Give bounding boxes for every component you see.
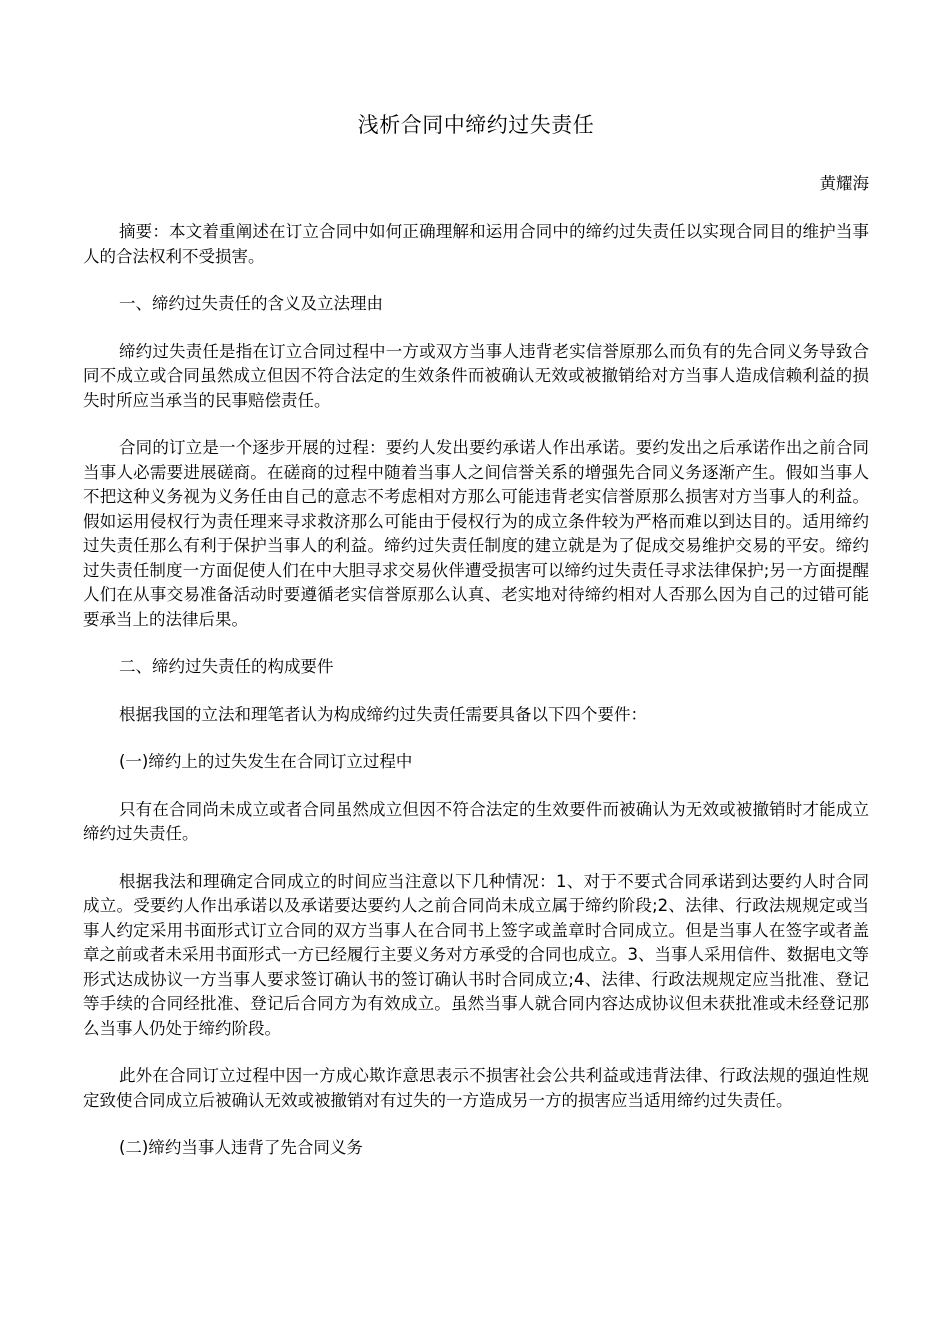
subsection-heading-1: (一)缔约上的过失发生在合同订立过程中: [119, 752, 413, 771]
document-author: 黄耀海: [819, 174, 869, 193]
abstract-paragraph: 摘要：本文着重阐述在订立合同中如何正确理解和运用合同中的缔约过失责任以实现合同目的维护当事人的合法权利不受损害。: [83, 222, 869, 266]
body-paragraph: 根据我国的立法和理笔者认为构成缔约过失责任需要具备以下四个要件：: [119, 704, 647, 724]
body-paragraph: 缔约过失责任是指在订立合同过程中一方或双方当事人违背老实信誉原那么而负有的先合同义务导致合同不成立或合同虽然成立但因不符合法定的生效条件而被确认无效或被撤销给对方当事人造成信赖利益的损失时所应当承当的民事赔偿责任。: [83, 341, 869, 410]
document-title: 浅析合同中缔约过失责任: [357, 113, 595, 137]
body-paragraph: 合同的订立是一个逐步开展的过程：要约人发出要约承诺人作出承诺。要约发出之后承诺作出之前合同当事人必需要进展磋商。在磋商的过程中随着当事人之间信誉关系的增强先合同义务逐渐产生。假如当事人不把这种义务视为义务任由自己的意志不考虑相对方那么可能违背老实信誉原那么损害对方当事人的利益。假如运用侵权行为责任理来寻求救济那么可能由于侵权行为的成立条件较为严格而难以到达目的。适用缔约过失责任那么有利于保护当事人的利益。缔约过失责任制度的建立就是为了促成交易维护交易的平安。缔约过失责任制度一方面促使人们在中大胆寻求交易伙伴遭受损害可以缔约过失责任寻求法律保护;另一方面提醒人们在从事交易准备活动时要遵循老实信誉原那么认真、老实地对待缔约相对人否那么因为自己的过错可能要承当上的法律后果。: [83, 438, 869, 629]
document-body: [83, 220, 869, 1184]
body-paragraph: 根据我法和理确定合同成立的时间应当注意以下几种情况：1、对于不要式合同承诺到达要约人时合同成立。受要约人作出承诺以及承诺要达要约人之前合同尚未成立属于缔约阶段;2、法律、行政法规规定或当事人约定采用书面形式订立合同的双方当事人在合同书上签字或盖章时合同成立。但是当事人在签字或者盖章之前或者未采用书面形式一方已经履行主要义务对方承受的合同也成立。3、当事人采用信件、数据电文等形式达成协议一方当事人要求签订确认书的签订确认书时合同成立;4、法律、行政法规规定应当批准、登记等手续的合同经批准、登记后合同方为有效成立。虽然当事人就合同内容达成协议但未获批准或未经登记那么当事人仍处于缔约阶段。: [83, 871, 869, 1038]
section-heading-1: 一、缔约过失责任的含义及立法理由: [119, 294, 383, 313]
subsection-heading-2: (二)缔约当事人违背了先合同义务: [119, 1138, 363, 1157]
body-paragraph: 此外在合同订立过程中因一方成心欺诈意思表示不损害社会公共利益或违背法律、行政法规的强迫性规定致使合同成立后被确认无效或被撤销对有过失的一方造成另一方的损害应当适用缔约过失责任。: [83, 1066, 869, 1110]
section-heading-2: 二、缔约过失责任的构成要件: [119, 657, 334, 676]
body-paragraph: 只有在合同尚未成立或者合同虽然成立但因不符合法定的生效要件而被确认为无效或被撤销时才能成立缔约过失责任。: [83, 799, 869, 843]
